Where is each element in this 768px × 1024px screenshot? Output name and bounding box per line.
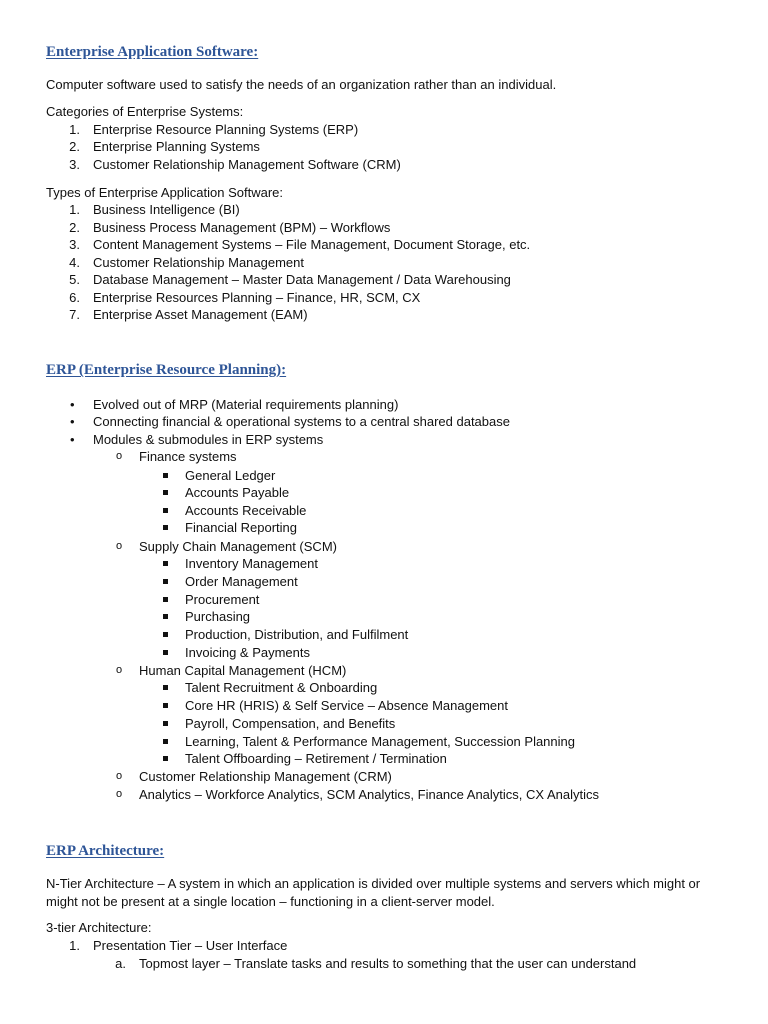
circle-bullet-icon: o — [116, 450, 123, 462]
submodule-text: Order Management — [185, 574, 298, 589]
list-number: 7. — [69, 307, 80, 322]
list-number: 1. — [69, 122, 80, 137]
list-text: Topmost layer – Translate tasks and results to something that the user can understand — [139, 956, 637, 971]
square-bullet-icon — [163, 614, 168, 619]
list-text: Customer Relationship Management — [93, 255, 304, 270]
ntier-paragraph-line-2: might not be present at a single location – functioning in a client-server model. — [46, 894, 495, 909]
submodule-text: Procurement — [185, 592, 260, 607]
circle-bullet-icon: o — [116, 664, 123, 676]
list-number: 4. — [69, 255, 80, 270]
square-bullet-icon — [163, 756, 168, 761]
square-bullet-icon — [163, 579, 168, 584]
square-bullet-icon — [163, 685, 168, 690]
list-text: Enterprise Resource Planning Systems (ERP) — [93, 122, 359, 137]
list-text: Enterprise Resources Planning – Finance, HR, SCM, CX — [93, 290, 421, 305]
circle-bullet-icon: o — [116, 540, 123, 552]
list-number: 3. — [69, 157, 80, 172]
submodule-text: Talent Offboarding – Retirement / Termination — [185, 751, 447, 766]
list-text: Presentation Tier – User Interface — [93, 938, 288, 953]
circle-bullet-icon: o — [116, 788, 123, 800]
intro-paragraph: Computer software used to satisfy the needs of an organization rather than an individual. — [46, 77, 557, 92]
list-number: 5. — [69, 272, 80, 287]
list-text: Business Process Management (BPM) – Workflows — [93, 220, 391, 235]
square-bullet-icon — [163, 597, 168, 602]
list-text: Modules & submodules in ERP systems — [93, 432, 324, 447]
list-number: 2. — [69, 139, 80, 154]
list-letter: a. — [115, 956, 126, 971]
submodule-text: General Ledger — [185, 468, 276, 483]
circle-bullet-icon: o — [116, 770, 123, 782]
list-text: Enterprise Asset Management (EAM) — [93, 307, 308, 322]
square-bullet-icon — [163, 721, 168, 726]
module-name: Customer Relationship Management (CRM) — [139, 769, 392, 784]
heading-erp: ERP (Enterprise Resource Planning): — [46, 362, 287, 378]
square-bullet-icon — [163, 632, 168, 637]
square-bullet-icon — [163, 508, 168, 513]
submodule-text: Talent Recruitment & Onboarding — [185, 680, 378, 695]
square-bullet-icon — [163, 490, 168, 495]
bullet-icon: • — [70, 432, 75, 447]
bullet-icon: • — [70, 414, 75, 429]
list-number: 6. — [69, 290, 80, 305]
list-text: Customer Relationship Management Software (CRM) — [93, 157, 401, 172]
module-name: Human Capital Management (HCM) — [139, 663, 347, 678]
submodule-text: Inventory Management — [185, 556, 318, 571]
list-text: Content Management Systems – File Management, Document Storage, etc. — [93, 237, 531, 252]
module-name: Finance systems — [139, 449, 237, 464]
square-bullet-icon — [163, 525, 168, 530]
submodule-text: Financial Reporting — [185, 520, 298, 535]
list-number: 2. — [69, 220, 80, 235]
heading-enterprise-application-software: Enterprise Application Software: — [46, 44, 259, 60]
submodule-text: Accounts Payable — [185, 485, 290, 500]
list-number: 1. — [69, 938, 80, 953]
module-name: Analytics – Workforce Analytics, SCM Analytics, Finance Analytics, CX Analytics — [139, 787, 599, 802]
submodule-text: Accounts Receivable — [185, 503, 307, 518]
categories-label: Categories of Enterprise Systems: — [46, 104, 244, 119]
list-text: Connecting financial & operational systems to a central shared database — [93, 414, 510, 429]
types-label: Types of Enterprise Application Software: — [46, 185, 284, 200]
square-bullet-icon — [163, 561, 168, 566]
bullet-icon: • — [70, 397, 75, 412]
list-text: Business Intelligence (BI) — [93, 202, 240, 217]
submodule-text: Core HR (HRIS) & Self Service – Absence Management — [185, 698, 508, 713]
submodule-text: Learning, Talent & Performance Management, Succession Planning — [185, 734, 575, 749]
ntier-paragraph-line-1: N-Tier Architecture – A system in which an application is divided over multiple systems and servers which might or — [46, 876, 701, 891]
module-name: Supply Chain Management (SCM) — [139, 539, 337, 554]
square-bullet-icon — [163, 703, 168, 708]
list-number: 3. — [69, 237, 80, 252]
submodule-text: Production, Distribution, and Fulfilment — [185, 627, 409, 642]
square-bullet-icon — [163, 739, 168, 744]
list-text: Database Management – Master Data Management / Data Warehousing — [93, 272, 511, 287]
submodule-text: Invoicing & Payments — [185, 645, 311, 660]
heading-erp-architecture: ERP Architecture: — [46, 843, 165, 859]
submodule-text: Payroll, Compensation, and Benefits — [185, 716, 396, 731]
list-number: 1. — [69, 202, 80, 217]
square-bullet-icon — [163, 473, 168, 478]
list-text: Enterprise Planning Systems — [93, 139, 260, 154]
square-bullet-icon — [163, 650, 168, 655]
submodule-text: Purchasing — [185, 609, 251, 624]
three-tier-label: 3-tier Architecture: — [46, 920, 152, 935]
list-text: Evolved out of MRP (Material requirements planning) — [93, 397, 399, 412]
